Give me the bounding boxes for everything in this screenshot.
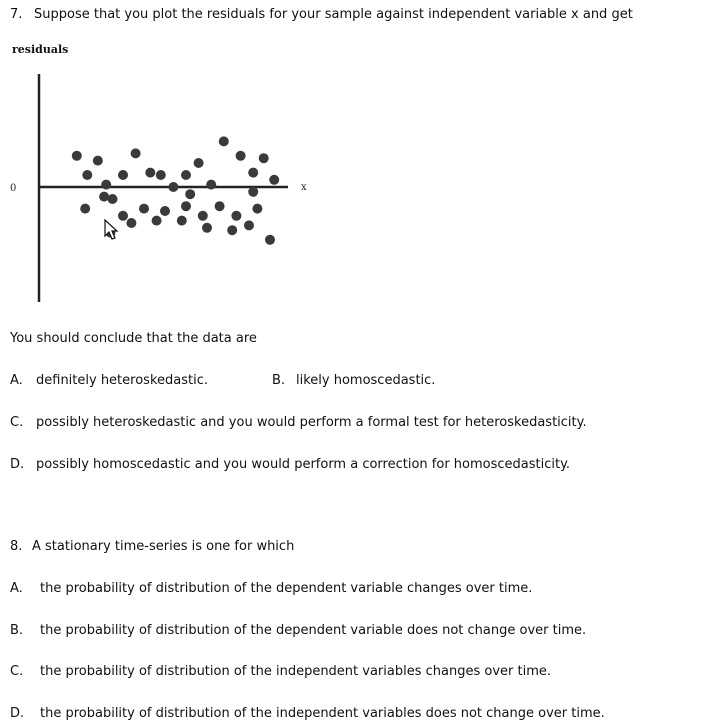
scatter-point: [118, 211, 128, 221]
cursor-icon: [105, 220, 117, 239]
scatter-point: [72, 151, 82, 161]
q7-option-c: possibly heteroskedastic and you would perform a formal test for heteroskedasticity.: [36, 415, 587, 430]
q7-option-b: likely homoscedastic.: [296, 373, 436, 388]
q7-option-b-letter: B.: [272, 373, 286, 388]
scatter-point: [101, 180, 111, 190]
q8-option-b: the probability of distribution of the dependent variable does not change over time.: [40, 623, 587, 638]
scatter-point: [248, 168, 258, 178]
q7-option-c-letter: C.: [10, 415, 24, 430]
scatter-point: [99, 192, 109, 202]
zero-tick-label: 0: [10, 183, 17, 194]
q7-option-a-letter: A.: [10, 373, 23, 388]
scatter-point: [252, 204, 262, 214]
scatter-point: [93, 156, 103, 166]
scatter-point: [177, 216, 187, 226]
q8-option-c-letter: C.: [10, 664, 24, 679]
q7-option-d-letter: D.: [10, 457, 25, 472]
q7-question: Suppose that you plot the residuals for your sample against independent variable x and get: [34, 7, 633, 22]
q7-number: 7.: [10, 7, 23, 22]
q7-option-d: possibly homoscedastic and you would perform a correction for homoscedasticity.: [36, 457, 571, 472]
scatter-point: [215, 201, 225, 211]
scatter-point: [198, 211, 208, 221]
q8-number: 8.: [10, 539, 23, 554]
q8-option-a: the probability of distribution of the dependent variable changes over time.: [40, 581, 533, 596]
scatter-point: [244, 220, 254, 230]
scatter-point: [248, 187, 258, 197]
scatter-point: [181, 170, 191, 180]
scatter-point: [206, 180, 216, 190]
scatter-point: [236, 151, 246, 161]
q7-prompt: You should conclude that the data are: [10, 331, 257, 346]
q8-option-b-letter: B.: [10, 623, 24, 638]
scatter-point: [265, 235, 275, 245]
scatter-point: [219, 136, 229, 146]
scatter-point: [131, 148, 141, 158]
scatter-point: [126, 218, 136, 228]
scatter-point: [269, 175, 279, 185]
scatter-point: [194, 158, 204, 168]
q8-option-d-letter: D.: [10, 706, 25, 721]
scatter-point: [181, 201, 191, 211]
scatter-point: [139, 204, 149, 214]
scatter-point: [160, 206, 170, 216]
scatter-point: [202, 223, 212, 233]
y-axis-label: residuals: [12, 43, 69, 56]
scatter-point: [168, 182, 178, 192]
scatter-point: [152, 216, 162, 226]
scatter-point: [185, 189, 195, 199]
q7-option-a: definitely heteroskedastic.: [36, 373, 208, 388]
residual-plot: [0, 60, 320, 310]
scatter-point: [145, 168, 155, 178]
scatter-point: [118, 170, 128, 180]
scatter-point: [108, 194, 118, 204]
scatter-point: [231, 211, 241, 221]
q8-option-c: the probability of distribution of the independent variables changes over time.: [40, 664, 551, 679]
x-axis-label: x: [301, 182, 307, 193]
scatter-point: [156, 170, 166, 180]
scatter-point: [259, 153, 269, 163]
scatter-points: [72, 136, 279, 244]
q8-option-d: the probability of distribution of the independent variables does not change over time.: [40, 706, 605, 721]
scatter-point: [82, 170, 92, 180]
q8-question: A stationary time-series is one for which: [32, 539, 295, 554]
scatter-point: [227, 225, 237, 235]
q8-option-a-letter: A.: [10, 581, 23, 596]
scatter-point: [80, 204, 90, 214]
